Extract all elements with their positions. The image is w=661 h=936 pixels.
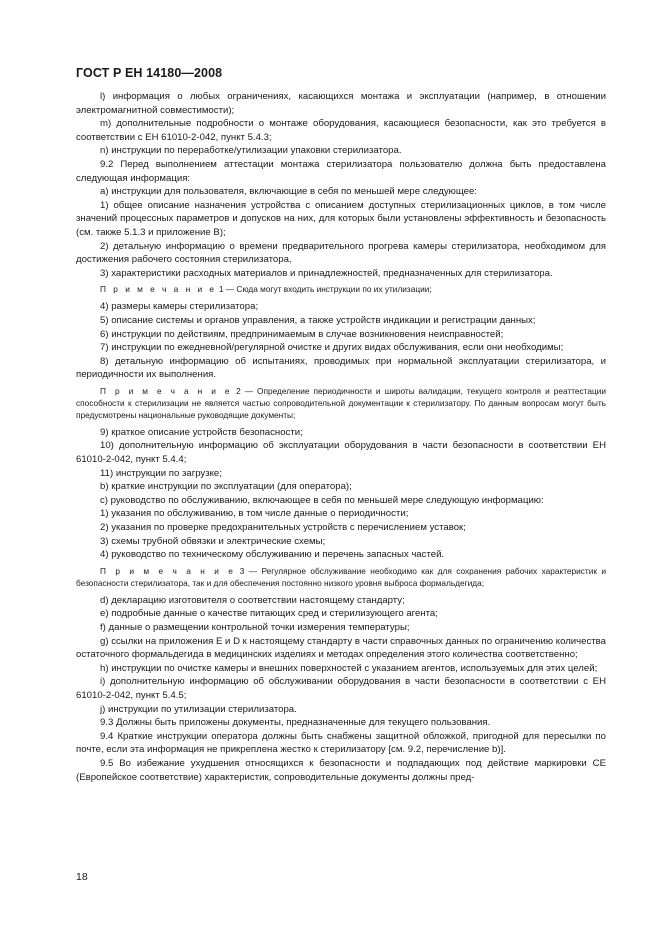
note-text: 2 — Определение периодичности и широты валидации, текущего контроля и реаттестации способности к стерилизации не является частью сопроводительной документации к стерилизатору. По данным вопросам могут быть предусмотрены национальные руководящие документы; <box>76 385 607 420</box>
section-paragraph: 9.2 Перед выполнением аттестации монтажа стерилизатора пользователю должна быть предоставлена следующая информация: <box>76 158 606 184</box>
list-item: 4) руководство по техническому обслуживанию и перечень запасных частей. <box>100 549 445 561</box>
list-item: l) информация о любых ограничениях, касающихся монтажа и эксплуатации (например, в отношении электромагнитной совместимости); <box>76 91 606 116</box>
list-item: 7) инструкции по ежедневной/регулярной очистке и других видах обслуживания, если они необходимы; <box>100 342 564 354</box>
list-item: h) инструкции по очистке камеры и внешних поверхностей с указанием агентов, используемых для этих целей; <box>100 662 598 674</box>
note-label: П р и м е ч а н и е <box>100 284 217 295</box>
list-item: 11) инструкции по загрузке; <box>100 467 222 479</box>
list-item: b) краткие инструкции по эксплуатации (для оператора); <box>100 481 352 493</box>
note-label: П р и м е ч а н и е <box>100 385 233 396</box>
document-header: ГОСТ Р ЕН 14180—2008 <box>76 66 223 80</box>
note-2 <box>76 385 606 421</box>
list-item: 4) размеры камеры стерилизатора; <box>100 301 259 313</box>
list-item: 9) краткое описание устройств безопасности; <box>100 426 303 438</box>
section-paragraph: 9.5 Во избежание ухудшения относящихся к безопасности и подпадающих под действие маркировки CE (Европейское соответствие) характеристик, сопроводительные документы должны пред- <box>76 757 606 783</box>
document-body <box>76 90 606 784</box>
list-item: m) дополнительные подробности о монтаже оборудования, касающиеся безопасности, как это требуется в соответствии с ЕН 61010-2-042, пункт 5.4.3; <box>76 118 606 143</box>
page-number: 18 <box>76 871 88 883</box>
list-item: 5) описание системы и органов управления, а также устройств индикации и регистрации данных; <box>100 314 536 326</box>
list-item: 10) дополнительную информацию об эксплуатации оборудования в части безопасности в соответствии ЕН 61010-2-042, пункт 5.4.4; <box>76 440 606 466</box>
list-item: 1) общее описание назначения устройства с описанием доступных стерилизационных циклов, в том числе значений процессных параметров и допусков на них, для которых были установлены эффективность и безопасность (см. также 5.1.3 и приложение В); <box>76 199 606 238</box>
list-item: d) декларацию изготовителя о соответствии настоящему стандарту; <box>100 594 405 606</box>
list-item: i) дополнительную информацию об обслуживании оборудования в части безопасности в соответствии с ЕН 61010-2-042, пункт 5.4.5; <box>76 676 606 701</box>
list-item: g) ссылки на приложения Е и D к настоящему стандарту в части справочных данных по ограничению количества остаточного формальдегида в медицинских изделиях и методах определения этого количества соответственно; <box>76 635 606 661</box>
note-3 <box>76 565 606 589</box>
list-item: 3) характеристики расходных материалов и принадлежностей, предназначенных для стерилизатора. <box>100 267 553 279</box>
list-item: e) подробные данные о качестве питающих сред и стерилизующего агента; <box>100 608 438 620</box>
note-text: 1 — Сюда могут входить инструкции по их утилизации; <box>218 284 432 295</box>
list-item: j) инструкции по утилизации стерилизатора. <box>100 703 297 715</box>
section-paragraph: 9.3 Должны быть приложены документы, предназначенные для текущего пользования. <box>100 717 491 729</box>
list-item: 2) детальную информацию о времени предварительного прогрева камеры стерилизатора, необходимом для достижения рабочего состояния стерилизатора, <box>76 240 606 266</box>
list-item: 8) детальную информацию об испытаниях, проводимых при нормальной эксплуатации стерилизатора, и периодичности их выполнения. <box>76 355 606 381</box>
section-paragraph: 9.4 Краткие инструкции оператора должны быть снабжены защитной обложкой, пригодной для пересылки по почте, если эта информация не прикреплена жестко к стерилизатору [см. 9.2, перечисление b)]. <box>76 730 606 756</box>
list-item: 3) схемы трубной обвязки и электрические схемы; <box>100 535 326 547</box>
note-text: 3 — Регулярное обслуживание необходимо как для сохранения рабочих характеристик и безопасности стерилизатора, так и для обеспечения постоянно низкого уровня выброса формальдегида; <box>76 565 607 588</box>
list-item: a) инструкции для пользователя, включающие в себя по меньшей мере следующее: <box>100 186 477 198</box>
list-item: f) данные о размещении контрольной точки измерения температуры; <box>100 622 410 633</box>
list-item: n) инструкции по переработке/утилизации упаковки стерилизатора. <box>100 145 402 157</box>
note-label: П р и м е ч а н и е <box>100 565 236 576</box>
list-item: 1) указания по обслуживанию, в том числе данные о периодичности; <box>100 508 409 520</box>
list-item: 2) указания по проверке предохранительных устройств с перечислением уставок; <box>100 522 466 534</box>
list-item: c) руководство по обслуживанию, включающее в себя по меньшей мере следующую информацию: <box>100 494 544 506</box>
list-item: 6) инструкции по действиям, предпринимаемым в случае возникновения неисправностей; <box>100 328 504 340</box>
note-1 <box>76 283 606 295</box>
